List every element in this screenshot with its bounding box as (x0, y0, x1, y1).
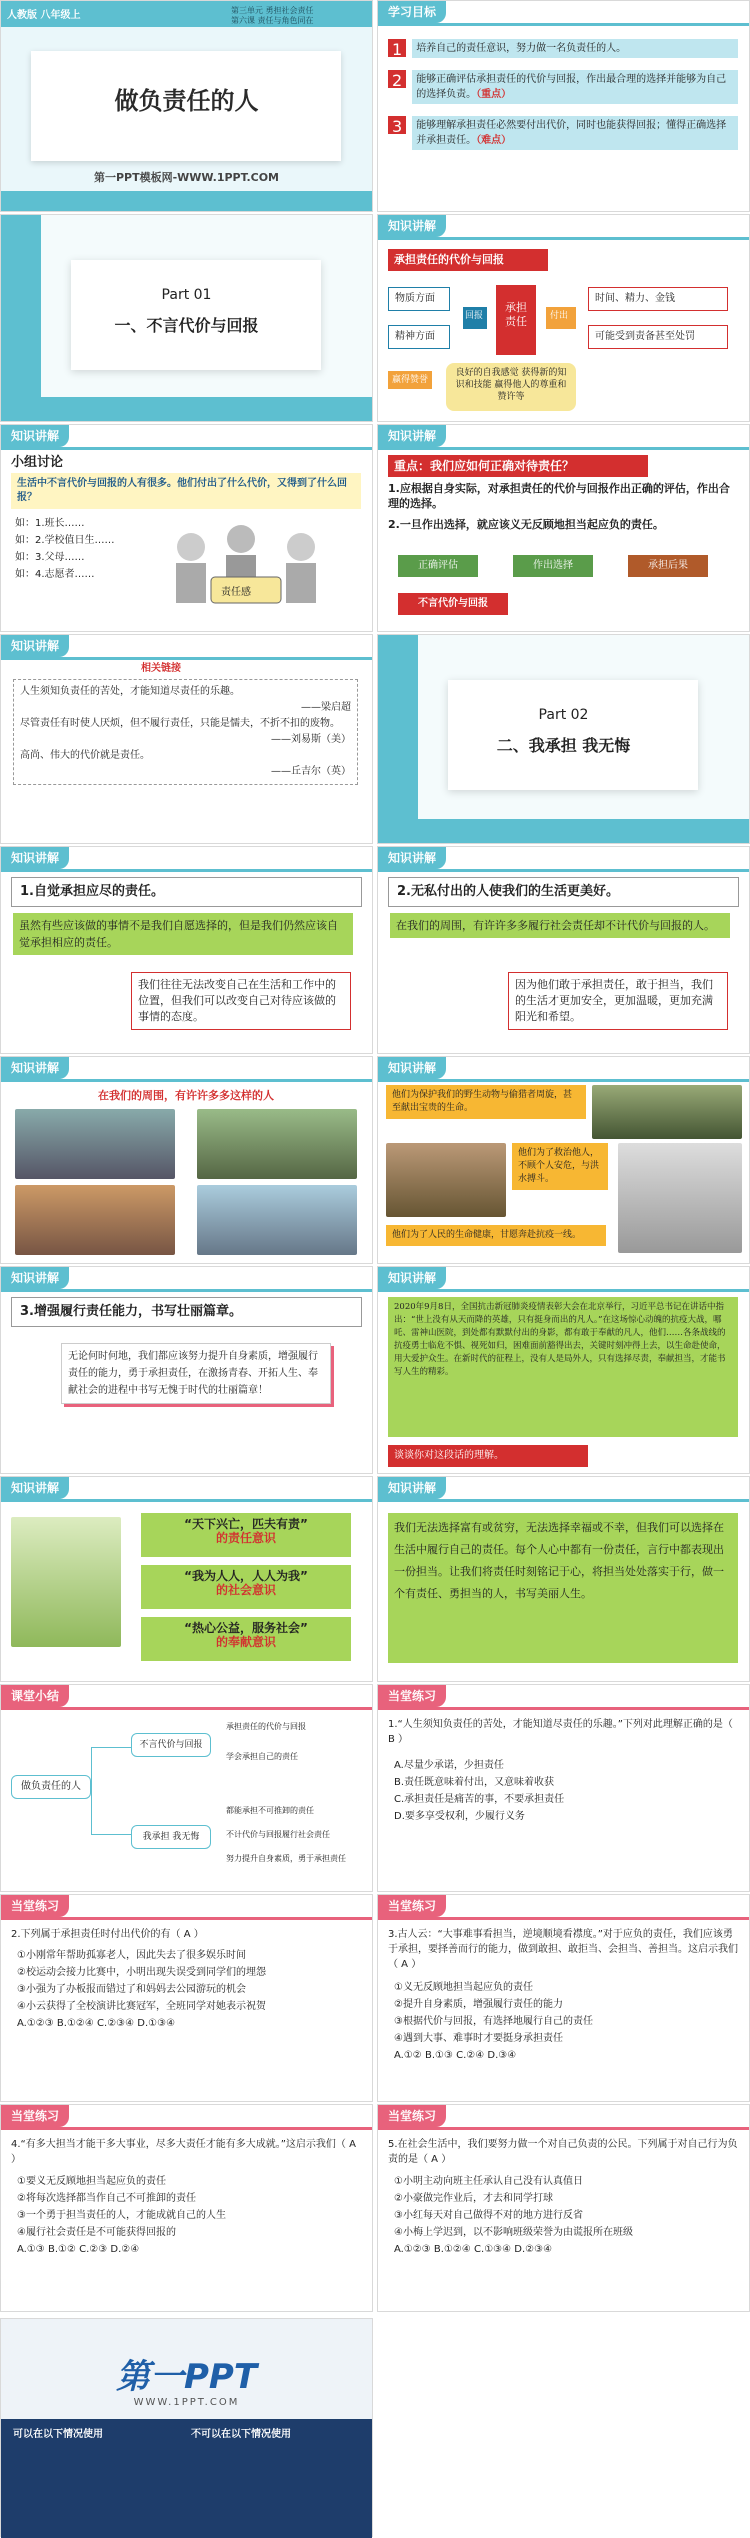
news-text: 2020年9月8日，全国抗击新冠肺炎疫情表彰大会在北京举行，习近平总书记在讲话中指出：“世上没有从天而降的英雄，只有挺身而出的凡人。”在这场惊心动魄的抗疫大战，哪吒、雷神山医院，到处都有默默付出的身影，都有敢于奉献的凡人，他们……各条战线的抗疫勇士临危不惧、视死如归，困难面前豁得出去，关键时刻冲得上去，以生命赴使命，用大爱护众生。在新时代的征程上，没有人是局外人，只有选择尽责，奉献担当，才能书写人生的精彩。 (388, 1297, 738, 1437)
goals-list (388, 39, 738, 150)
slide-s1 (0, 846, 373, 1054)
header-line (378, 1289, 749, 1292)
slide-cost (377, 214, 750, 422)
row-1 (0, 0, 750, 212)
discuss-question: 生活中不言代价与回报的人有很多。他们付出了什么代价，又得到了什么回报？ (11, 473, 361, 509)
row-7 (0, 1266, 750, 1474)
goal-item (388, 39, 738, 58)
recap-connector (91, 1747, 132, 1835)
ex1-question: 1.“人生须知负责任的苦处，才能知道尽责任的乐趣。”下列对此理解正确的是（ B ） (388, 1719, 733, 1745)
cost-left1: 物质方面 (388, 287, 450, 311)
ex3-choices: A.①② B.①③ C.②④ D.③④ (394, 2050, 517, 2061)
header-line (1, 1079, 372, 1082)
focus-step2: 作出选择 (513, 555, 593, 577)
row-10 (0, 1894, 750, 2102)
focus-p2: 2.一旦作出选择，就应该义无反顾地担当起应负的责任。 (388, 518, 664, 531)
discuss-item: 如：1.班长…… (15, 518, 85, 529)
goal-num: 3 (388, 116, 406, 134)
kn-header: 知识讲解 (378, 425, 446, 447)
goals-header: 学习目标 (378, 1, 446, 23)
header-line (378, 869, 749, 872)
news-prompt: 谈谈你对这段话的理解。 (388, 1445, 588, 1467)
recap-b2b: 不计代价与回报履行社会责任 (226, 1830, 330, 1839)
slide-ex2 (0, 1894, 373, 2102)
slide-summary-text (377, 1476, 750, 1682)
ex1-option: D.要多享受权利，少履行义务 (394, 1811, 525, 1822)
goal-note: （难点） (476, 135, 512, 146)
photo-rescue (15, 1185, 175, 1255)
quote3 (141, 1617, 351, 1661)
part-label: Part 01 (161, 287, 212, 303)
header-line (1, 657, 372, 660)
footer-left-title: 可以在以下情况使用 (13, 2429, 103, 2440)
kn-header: 知识讲解 (1, 635, 69, 657)
ex2-options (17, 1947, 266, 2032)
cost-right2: 可能受到责备甚至处罚 (588, 325, 728, 349)
header-line (378, 237, 749, 240)
recap-b2c: 努力提升自身素质，勇于承担责任 (226, 1854, 346, 1863)
header-line (1, 1707, 372, 1710)
ex4-choices: A.①③ B.①② C.②③ D.②④ (17, 2244, 140, 2255)
part-bottom-bar (1, 397, 372, 421)
discuss-item: 如：4.志愿者…… (15, 569, 95, 580)
slide-cover (0, 0, 373, 212)
slide-related (0, 634, 373, 844)
ex5-option: ②小豪做完作业后，才去和同学打球 (394, 2193, 553, 2204)
people-banner: 在我们的周围，有许许多多这样的人 (98, 1089, 274, 1102)
header-line (1, 447, 372, 450)
slide-discuss (0, 424, 373, 632)
row-2 (0, 214, 750, 422)
row-4 (0, 634, 750, 844)
s3-title: 3.增强履行责任能力，书写壮丽篇章。 (11, 1297, 362, 1327)
ex3-option: ②提升自身素质，增强履行责任的能力 (394, 1999, 563, 2010)
cover-unit: 第三单元 勇担社会责任 (231, 6, 314, 15)
slide-ex3 (377, 1894, 750, 2102)
header-line (378, 1707, 749, 1710)
quote2-a: “我为人人，人人为我” (184, 1569, 308, 1583)
quote1-a: “天下兴亡，匹夫有责” (184, 1517, 308, 1531)
s1-title: 1.自觉承担应尽的责任。 (11, 877, 362, 907)
ex2-question: 2.下列属于承担责任时付出代价的有（ A ） (11, 1929, 204, 1940)
hero1: 他们为保护我们的野生动物与偷猎者周旋，甚至献出宝贵的生命。 (386, 1085, 586, 1119)
ex-header: 当堂练习 (1, 2105, 69, 2127)
cost-left2: 精神方面 (388, 325, 450, 349)
ex4-option: ③一个勇于担当责任的人，才能成就自己的人生 (17, 2210, 226, 2221)
ex3-option: ①义无反顾地担当起应负的责任 (394, 1982, 533, 1993)
ex5-option: ①小明主动向班主任承认自己没有认真值日 (394, 2176, 583, 2187)
related-author2: ——刘易斯（美） (271, 734, 351, 745)
ex-header: 当堂练习 (378, 2105, 446, 2127)
footer-logo: 第一PPT (115, 2357, 258, 2397)
ex2-option: ①小刚常年帮助孤寡老人，因此失去了很多娱乐时间 (17, 1950, 246, 1961)
ex3-options (394, 1979, 593, 2064)
slide-ex1 (377, 1684, 750, 1892)
s2-title: 2.无私付出的人使我们的生活更美好。 (388, 877, 739, 907)
kn-header: 知识讲解 (378, 1267, 446, 1289)
cost-title: 承担责任的代价与回报 (388, 249, 548, 271)
ex-header: 当堂练习 (378, 1895, 446, 1917)
goal-num: 2 (388, 70, 406, 88)
header-line (1, 1499, 372, 1502)
photo-police (15, 1109, 175, 1179)
header-line (1, 1917, 372, 1920)
row-8 (0, 1476, 750, 1682)
header-line (378, 1079, 749, 1082)
ex4-option: ②将每次选择都当作自己不可推卸的责任 (17, 2193, 196, 2204)
goal-text-body: 能够理解承担责任必然要付出代价，同时也能获得回报；懂得正确选择并承担责任。 (416, 120, 727, 146)
focus-p1: 1.应根据自身实际，对承担责任的代价与回报作出正确的评估，作出合理的选择。 (388, 482, 730, 510)
s1-green: 虽然有些应该做的事情不是我们自愿选择的，但是我们仍然应该自觉承担相应的责任。 (13, 913, 353, 955)
ex4-options (17, 2173, 226, 2258)
ex5-option: ③小红每天对自己做得不对的地方进行反省 (394, 2210, 583, 2221)
quote1 (141, 1513, 351, 1557)
quote2 (141, 1565, 351, 1609)
goal-text-body: 能够正确评估承担责任的代价与回报，作出最合理的选择并能够为自己的选择负责。 (416, 74, 727, 100)
row-9 (0, 1684, 750, 1892)
row-11 (0, 2104, 750, 2312)
ex-header: 当堂练习 (1, 1895, 69, 1917)
focus-step1: 正确评估 (398, 555, 478, 577)
goal-num: 1 (388, 39, 406, 57)
hero3: 他们为了人民的生命健康，甘愿奔赴抗疫一线。 (386, 1225, 606, 1246)
kn-header: 知识讲解 (1, 1477, 69, 1499)
discuss-illustration (151, 517, 351, 617)
discuss-list (15, 515, 115, 583)
footer-blank (377, 2318, 750, 2537)
goal-text (412, 70, 738, 104)
recap-b1b: 学会承担自己的责任 (226, 1752, 298, 1761)
header-line (378, 447, 749, 450)
ex2-option: ③小强为了办板报而错过了和妈妈去公园游玩的机会 (17, 1984, 246, 1995)
cost-bottom: 良好的自我感觉 获得新的知识和技能 赢得他人的尊重和赞许等 (446, 363, 576, 411)
focus-step3: 承担后果 (628, 555, 708, 577)
ex-header: 当堂练习 (378, 1685, 446, 1707)
slide-recap (0, 1684, 373, 1892)
ex5-option: ④小梅上学迟到，以不影响班级荣誉为由谎报所在班级 (394, 2227, 633, 2238)
goal-text (412, 116, 738, 150)
photo-hero2 (386, 1143, 506, 1217)
quotes-image (11, 1517, 121, 1647)
cover-source: 第一PPT模板网-WWW.1PPT.COM (93, 171, 280, 184)
ex1-option: B.责任既意味着付出，又意味着收获 (394, 1777, 555, 1788)
slide-ex4 (0, 2104, 373, 2312)
part-label: Part 02 (538, 707, 589, 723)
ex1-option: A.尽量少承诺，少担责任 (394, 1760, 504, 1771)
cover-tag: 人教版 八年级上 (7, 10, 81, 21)
related-quote3: 高尚、伟大的代价就是责任。 (20, 750, 150, 761)
cover-bottombar (1, 191, 372, 211)
discuss-item: 如：3.父母…… (15, 552, 85, 563)
focus-bottom: 不言代价与回报 (398, 593, 508, 615)
cost-right1: 时间、精力、金钱 (588, 287, 728, 311)
slide-part02 (377, 634, 750, 844)
recap-b2a: 都能承担不可推卸的责任 (226, 1806, 314, 1815)
slide-s2 (377, 846, 750, 1054)
footer-url: WWW.1PPT.COM (133, 2397, 240, 2408)
kn-header: 知识讲解 (1, 1267, 69, 1289)
part-bottom-bar (378, 819, 749, 843)
header-line (1, 2127, 372, 2130)
slide-s3 (0, 1266, 373, 1474)
ex2-option: ④小云获得了全校演讲比赛冠军，全班同学对她表示祝贺 (17, 2001, 266, 2012)
ex5-options (394, 2173, 633, 2258)
part-title: 一、不言代价与回报 (114, 316, 259, 335)
photo-workers (197, 1109, 357, 1179)
goal-note: （重点） (476, 89, 512, 100)
cost-pay-arrow: 付出 (546, 307, 576, 329)
slide-ex5 (377, 2104, 750, 2312)
slide-goals (377, 0, 750, 212)
kn-header: 知识讲解 (1, 425, 69, 447)
quote2-b: 的社会意识 (215, 1583, 276, 1597)
ex5-question: 5.在社会生活中，我们要努力做一个对自己负责的公民。下列属于对自己行为负责的是（ A ） (388, 2139, 738, 2165)
recap-b1: 不言代价与回报 (131, 1733, 211, 1757)
cover-title: 做负责任的人 (114, 87, 259, 115)
ex4-option: ①要义无反顾地担当起应负的责任 (17, 2176, 166, 2187)
cover-lesson: 第六课 责任与角色同在 (231, 16, 314, 25)
ex3-option: ③根据代价与回报，有选择地履行自己的责任 (394, 2016, 593, 2027)
focus-title: 重点：我们应如何正确对待责任？ (388, 455, 648, 477)
ex3-option: ④遇到大事、难事时才要挺身承担责任 (394, 2033, 563, 2044)
summary-text: 我们无法选择富有或贫穷，无法选择幸福或不幸，但我们可以选择在生活中履行自己的责任。每个人心中都有一份责任，言行中都表现出一份担当。让我们将责任时刻铭记于心，将担当处处落实于行，做一个有责任、勇担当的人，书写美丽人生。 (388, 1513, 738, 1663)
related-author3: ——丘吉尔（英） (271, 766, 351, 777)
kn-header: 知识讲解 (1, 847, 69, 869)
kn-header: 知识讲解 (378, 215, 446, 237)
photo-medical (197, 1185, 357, 1255)
s3-box: 无论何时何地，我们都应该努力提升自身素质，增强履行责任的能力，勇于承担责任，在激扬青春、开拓人生、奉献社会的进程中书写无愧于时代的壮丽篇章！ (61, 1343, 331, 1404)
s2-box: 因为他们敢于承担责任，敢于担当，我们的生活才更加安全，更加温暖，更加充满阳光和希望。 (508, 972, 728, 1030)
slide-heroes (377, 1056, 750, 1264)
s1-box: 我们往往无法改变自己在生活和工作中的位置，但我们可以改变自己对待应该做的事情的态度。 (131, 972, 351, 1030)
quote1-b: 的责任意识 (215, 1531, 276, 1545)
part-title: 二、我承担 我无悔 (496, 736, 631, 755)
ex3-question: 3.古人云：“大事难事看担当，逆境顺境看襟度。”对于应负的责任，我们应该勇于承担，要择善而行的能力，做到敢担、敢拒当、会担当、善担当。这启示我们（ A ） (388, 1929, 738, 1970)
cost-center: 承担责任 (496, 285, 536, 355)
row-6 (0, 1056, 750, 1264)
header-line (1, 1289, 372, 1292)
ex1-options (394, 1757, 564, 1825)
ex5-choices: A.①②③ B.①②④ C.①③④ D.②③④ (394, 2244, 553, 2255)
related-box (13, 679, 358, 785)
row-3 (0, 424, 750, 632)
cost-tag: 赢得赞誉 (388, 371, 432, 389)
slide-news (377, 1266, 750, 1474)
ex1-option: C.承担责任是痛苦的事，不要承担责任 (394, 1794, 565, 1805)
related-quote1: 人生须知负责任的苦处，才能知道尽责任的乐趣。 (20, 686, 240, 697)
s2-green: 在我们的周围，有许许多多履行社会责任却不计代价与回报的人。 (390, 913, 730, 938)
kn-header: 知识讲解 (378, 847, 446, 869)
recap-header: 课堂小结 (1, 1685, 69, 1707)
footer-slide (0, 2318, 373, 2537)
discuss-item: 如：2.学校值日生…… (15, 535, 115, 546)
header-line (378, 2127, 749, 2130)
ex4-question: 4.“有多大担当才能干多大事业，尽多大责任才能有多大成就。”这启示我们（ A ） (11, 2139, 356, 2165)
header-line (378, 1499, 749, 1502)
hero2: 他们为了救治他人，不顾个人安危，与洪水搏斗。 (512, 1143, 608, 1190)
recap-b2: 我承担 我无悔 (131, 1825, 211, 1849)
quote3-b: 的奉献意识 (215, 1635, 276, 1649)
slide-people (0, 1056, 373, 1264)
related-title: 相关链接 (141, 663, 181, 674)
slide-part01 (0, 214, 373, 422)
header-line (378, 23, 749, 26)
goal-item (388, 70, 738, 104)
kn-header: 知识讲解 (378, 1057, 446, 1079)
recap-root: 做负责任的人 (11, 1775, 91, 1799)
slide-focus (377, 424, 750, 632)
slide-quotes (0, 1476, 373, 1682)
ex2-option: ②校运动会接力比赛中，小明出现失误受到同学们的埋怨 (17, 1967, 266, 1978)
discuss-title: 小组讨论 (11, 455, 64, 470)
photo-hero3 (618, 1143, 742, 1253)
related-quote2: 尽管责任有时使人厌烦，但不履行责任，只能是懦夫，不折不扣的废物。 (20, 718, 340, 729)
photo-hero1 (592, 1085, 742, 1139)
discuss-badge: 责任感 (221, 587, 251, 598)
kn-header: 知识讲解 (378, 1477, 446, 1499)
footer-right-title: 不可以在以下情况使用 (191, 2429, 291, 2440)
cost-return-arrow: 回报 (463, 307, 487, 329)
header-line (378, 1917, 749, 1920)
quote3-a: “热心公益，服务社会” (184, 1621, 308, 1635)
related-author1: ——梁启超 (301, 702, 351, 713)
ex2-choices: A.①②③ B.①②④ C.②③④ D.①③④ (17, 2018, 176, 2029)
ex4-option: ④履行社会责任是不可能获得回报的 (17, 2227, 176, 2238)
goal-text: 培养自己的责任意识，努力做一名负责任的人。 (412, 39, 738, 58)
kn-header: 知识讲解 (1, 1057, 69, 1079)
row-5 (0, 846, 750, 1054)
recap-b1a: 承担责任的代价与回报 (226, 1722, 306, 1731)
header-line (1, 869, 372, 872)
goal-item (388, 116, 738, 150)
